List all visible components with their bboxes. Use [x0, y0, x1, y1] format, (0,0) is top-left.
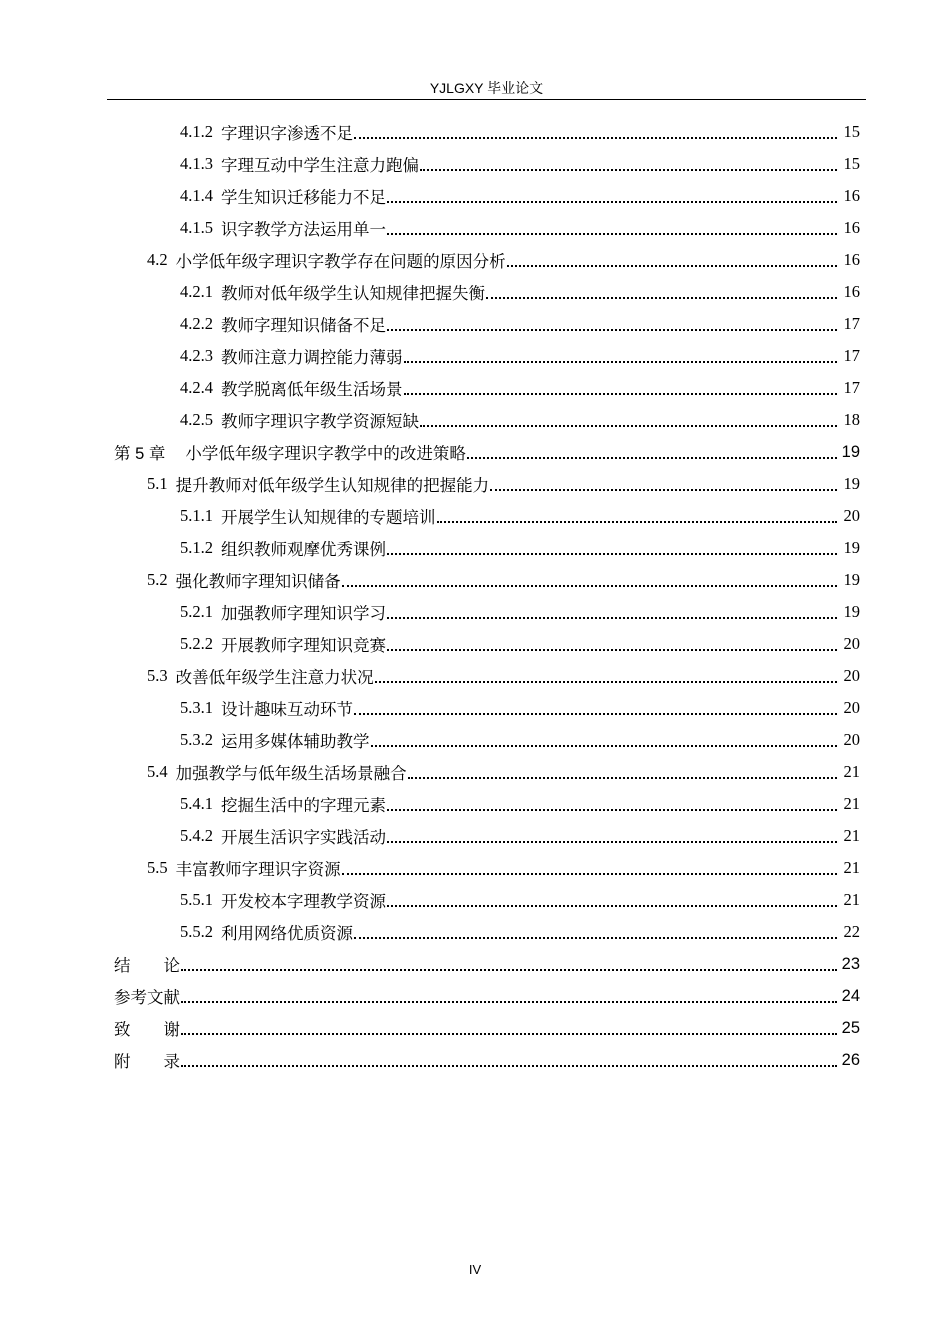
- toc-entry[interactable]: [114, 756, 860, 788]
- dot-leader: [420, 169, 837, 171]
- toc-entry[interactable]: [114, 852, 860, 884]
- dot-leader: [507, 265, 837, 267]
- toc-entry-number: 5.4.2: [180, 826, 213, 845]
- toc-entry-title: 设计趣味互动环节: [221, 700, 353, 719]
- dot-leader: [387, 809, 837, 811]
- toc-entry-title: 开展教师字理知识竞赛: [221, 636, 386, 655]
- toc-entry-page: 20: [843, 666, 860, 685]
- toc-entry[interactable]: [114, 116, 860, 148]
- dot-leader: [181, 1065, 837, 1067]
- toc-entry-number: 5.5.2: [180, 922, 213, 941]
- toc-entry-title: 小学低年级字理识字教学存在问题的原因分析: [175, 252, 506, 271]
- toc-entry-number: 4.1.3: [180, 154, 213, 173]
- toc-entry-title: 教师字理知识储备不足: [221, 316, 386, 335]
- toc-entry-title: 开展生活识字实践活动: [221, 828, 386, 847]
- toc-entry[interactable]: [114, 564, 860, 596]
- toc-entry-number: 5.3.1: [180, 698, 213, 717]
- toc-entry-page: 17: [843, 346, 860, 365]
- toc-entry[interactable]: [114, 532, 860, 564]
- toc-entry[interactable]: [114, 820, 860, 852]
- toc-entry-title: 提升教师对低年级学生认知规律的把握能力: [175, 476, 490, 495]
- toc-entry-title: 改善低年级学生注意力状况: [175, 668, 374, 687]
- toc-entry-number: 5.2.2: [180, 634, 213, 653]
- toc-entry[interactable]: [114, 244, 860, 276]
- toc-entry[interactable]: [114, 436, 860, 468]
- toc-entry-page: 21: [843, 826, 860, 845]
- toc-entry-number: 5.1.1: [180, 506, 213, 525]
- toc-entry[interactable]: [114, 372, 860, 404]
- toc-entry[interactable]: [114, 404, 860, 436]
- toc-entry[interactable]: [114, 180, 860, 212]
- toc-entry-title: 开发校本字理教学资源: [221, 892, 386, 911]
- dot-leader: [420, 425, 837, 427]
- toc-entry-number: 4.2: [147, 250, 168, 269]
- toc-entry-page: 19: [843, 602, 860, 621]
- toc-entry-number: 5.1.2: [180, 538, 213, 557]
- toc-entry-title: 附 录: [114, 1053, 180, 1071]
- dot-leader: [181, 1001, 837, 1003]
- toc-entry-number: 4.1.2: [180, 122, 213, 141]
- toc-entry-page: 19: [843, 538, 860, 557]
- toc-entry[interactable]: [114, 212, 860, 244]
- dot-leader: [387, 329, 837, 331]
- toc-entry-number: 5.3: [147, 666, 168, 685]
- toc-entry-title: 教学脱离低年级生活场景: [221, 380, 403, 399]
- toc-entry-number: 4.2.3: [180, 346, 213, 365]
- toc-entry[interactable]: [114, 660, 860, 692]
- toc-entry-title: 开展学生认知规律的专题培训: [221, 508, 436, 527]
- toc-entry-title: 强化教师字理知识储备: [175, 572, 341, 591]
- dot-leader: [408, 777, 837, 779]
- dot-leader: [181, 1033, 837, 1035]
- toc-entry[interactable]: [114, 916, 860, 948]
- toc-entry-title: 小学低年级字理识字教学中的改进策略: [185, 445, 466, 463]
- toc-entry[interactable]: [114, 628, 860, 660]
- dot-leader: [371, 745, 838, 747]
- toc-entry-title: 加强教师字理知识学习: [221, 604, 386, 623]
- toc-entry-page: 19: [841, 442, 860, 461]
- dot-leader: [387, 553, 837, 555]
- toc-entry-title: 组织教师观摩优秀课例: [221, 540, 386, 559]
- toc-entry-number: 4.2.1: [180, 282, 213, 301]
- toc-entry-title: 丰富教师字理识字资源: [175, 860, 341, 879]
- toc-entry-page: 21: [843, 762, 860, 781]
- toc-entry[interactable]: [114, 500, 860, 532]
- toc-entry[interactable]: [114, 980, 860, 1012]
- dot-leader: [490, 489, 837, 491]
- toc-entry-number: 5.2.1: [180, 602, 213, 621]
- dot-leader: [387, 201, 837, 203]
- toc-entry[interactable]: [114, 276, 860, 308]
- toc-entry-number: 5.3.2: [180, 730, 213, 749]
- toc-entry-page: 25: [841, 1018, 860, 1037]
- toc-entry-page: 19: [843, 570, 860, 589]
- toc-entry-page: 17: [843, 314, 860, 333]
- toc-entry-page: 15: [843, 154, 860, 173]
- toc-entry-page: 18: [843, 410, 860, 429]
- toc-entry-page: 16: [843, 250, 860, 269]
- dot-leader: [404, 361, 838, 363]
- toc-entry-page: 19: [843, 474, 860, 493]
- page-header: YJLGXY 毕业论文: [429, 80, 544, 96]
- toc-entry-title: 参考文献: [114, 989, 180, 1007]
- toc-entry-title: 教师字理识字教学资源短缺: [221, 412, 419, 431]
- toc-entry-page: 17: [843, 378, 860, 397]
- dot-leader: [387, 233, 837, 235]
- dot-leader: [375, 681, 837, 683]
- dot-leader: [387, 649, 837, 651]
- dot-leader: [404, 393, 838, 395]
- toc-entry-page: 20: [843, 634, 860, 653]
- toc-entry-page: 21: [843, 890, 860, 909]
- toc-entry-title: 致 谢: [114, 1021, 180, 1039]
- toc-entry-page: 16: [843, 186, 860, 205]
- toc-entry-title: 教师注意力调控能力薄弱: [221, 348, 403, 367]
- dot-leader: [354, 713, 837, 715]
- toc-entry[interactable]: [114, 468, 860, 500]
- dot-leader: [181, 969, 837, 971]
- dot-leader: [342, 873, 837, 875]
- toc-entry-title: 识字教学方法运用单一: [221, 220, 386, 239]
- toc-entry-title: 利用网络优质资源: [221, 924, 353, 943]
- toc-entry-title: 字理互动中学生注意力跑偏: [221, 156, 419, 175]
- page-number: IV: [468, 1262, 482, 1277]
- toc-entry[interactable]: [114, 1012, 860, 1044]
- toc-entry-number: 4.1.4: [180, 186, 213, 205]
- toc-entry-page: 16: [843, 218, 860, 237]
- toc-entry-number: 第 5 章: [114, 445, 166, 463]
- toc-entry[interactable]: [114, 596, 860, 628]
- toc-entry-page: 20: [843, 730, 860, 749]
- table-of-contents: [114, 116, 860, 1076]
- toc-entry-page: 21: [843, 794, 860, 813]
- toc-entry-number: 5.5.1: [180, 890, 213, 909]
- toc-entry-page: 22: [843, 922, 860, 941]
- toc-entry-number: 4.1.5: [180, 218, 213, 237]
- toc-entry-page: 26: [841, 1050, 860, 1069]
- toc-entry-number: 5.4: [147, 762, 168, 781]
- dot-leader: [486, 297, 837, 299]
- toc-entry-number: 4.2.4: [180, 378, 213, 397]
- toc-entry-page: 20: [843, 506, 860, 525]
- toc-entry-number: 4.2.2: [180, 314, 213, 333]
- toc-entry-title: 字理识字渗透不足: [221, 124, 353, 143]
- toc-entry-title: 结 论: [114, 957, 180, 975]
- toc-entry-number: 5.4.1: [180, 794, 213, 813]
- toc-entry-page: 21: [843, 858, 860, 877]
- toc-entry[interactable]: [114, 340, 860, 372]
- dot-leader: [354, 137, 837, 139]
- toc-entry[interactable]: [114, 788, 860, 820]
- toc-entry[interactable]: [114, 148, 860, 180]
- header-rule: [107, 99, 866, 100]
- toc-entry[interactable]: [114, 948, 860, 980]
- toc-entry-title: 加强教学与低年级生活场景融合: [175, 764, 407, 783]
- dot-leader: [387, 617, 837, 619]
- toc-entry-page: 23: [841, 954, 860, 973]
- toc-entry-number: 5.5: [147, 858, 168, 877]
- dot-leader: [467, 457, 837, 459]
- toc-entry-title: 学生知识迁移能力不足: [221, 188, 386, 207]
- toc-entry-number: 5.2: [147, 570, 168, 589]
- toc-entry-page: 24: [841, 986, 860, 1005]
- toc-entry-number: 4.2.5: [180, 410, 213, 429]
- toc-entry-page: 15: [843, 122, 860, 141]
- toc-entry[interactable]: [114, 1044, 860, 1076]
- toc-entry-number: 5.1: [147, 474, 168, 493]
- dot-leader: [437, 521, 838, 523]
- dot-leader: [354, 937, 837, 939]
- dot-leader: [342, 585, 837, 587]
- dot-leader: [387, 905, 837, 907]
- toc-entry-page: 20: [843, 698, 860, 717]
- dot-leader: [387, 841, 837, 843]
- toc-entry-title: 挖掘生活中的字理元素: [221, 796, 386, 815]
- toc-entry-page: 16: [843, 282, 860, 301]
- toc-entry[interactable]: [114, 692, 860, 724]
- toc-entry[interactable]: [114, 308, 860, 340]
- toc-entry[interactable]: [114, 724, 860, 756]
- toc-entry[interactable]: [114, 884, 860, 916]
- toc-entry-title: 教师对低年级学生认知规律把握失衡: [221, 284, 485, 303]
- toc-entry-title: 运用多媒体辅助教学: [221, 732, 370, 751]
